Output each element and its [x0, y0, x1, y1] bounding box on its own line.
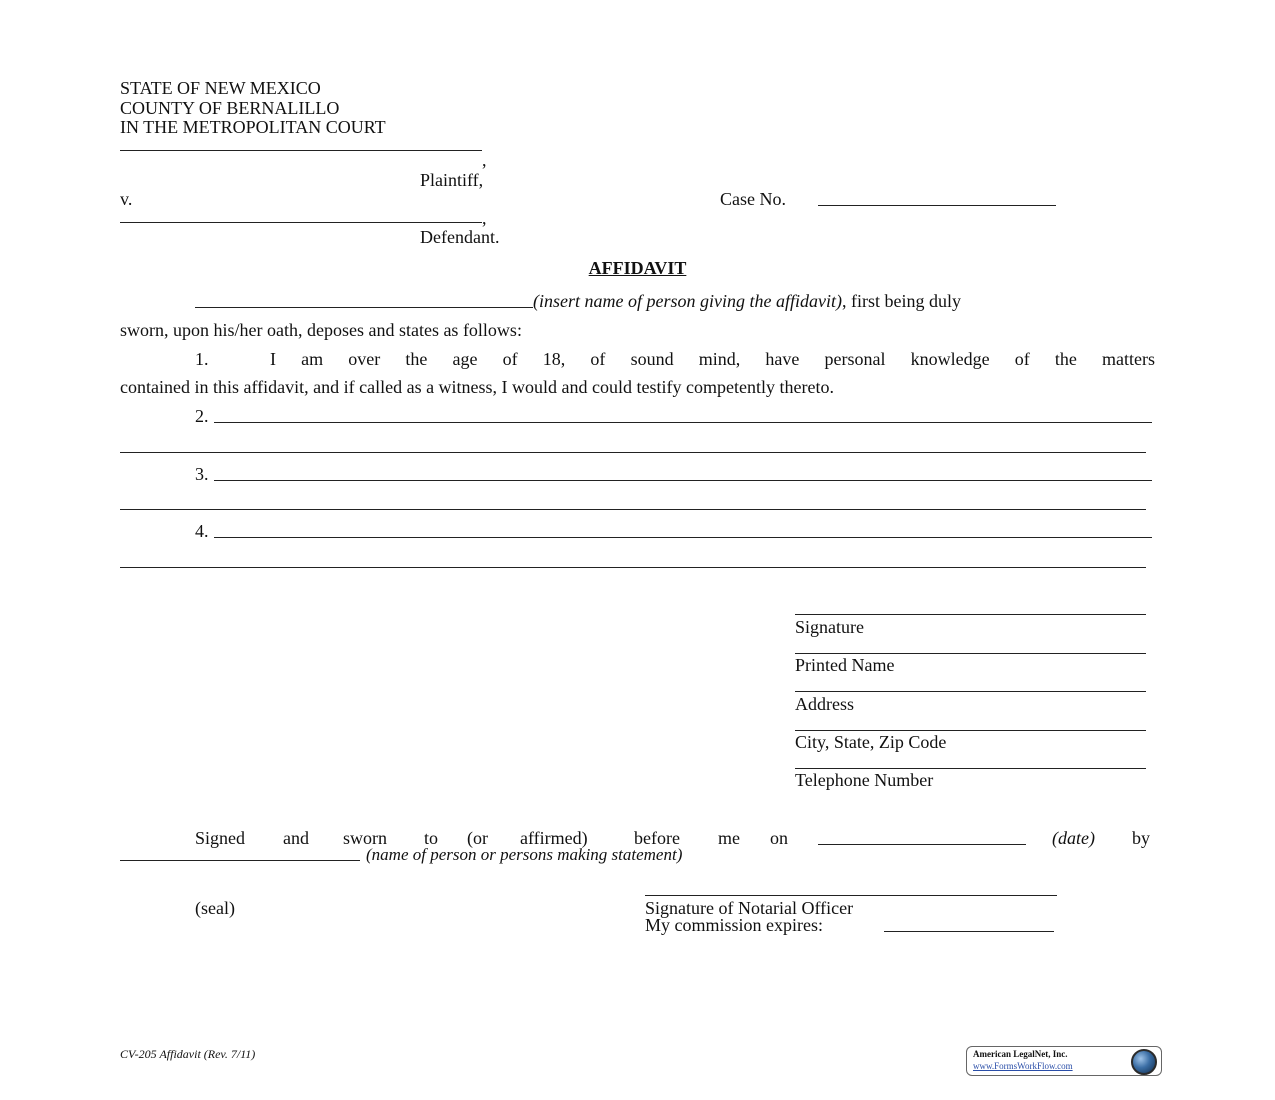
affiant-name-field[interactable]	[195, 292, 533, 308]
state-line: STATE OF NEW MEXICO	[120, 78, 321, 98]
printed-name-label: Printed Name	[795, 655, 895, 675]
intro-sentence	[533, 291, 961, 312]
court-line: IN THE METROPOLITAN COURT	[120, 117, 386, 137]
plaintiff-name-field[interactable]	[120, 150, 482, 151]
document-title: AFFIDAVIT	[588, 258, 687, 278]
form-id: CV-205 Affidavit (Rev. 7/11)	[120, 1047, 256, 1061]
case-number-field[interactable]	[818, 190, 1056, 206]
county-line: COUNTY OF BERNALILLO	[120, 97, 340, 118]
versus-label: v.	[120, 189, 133, 209]
jurat-name-field[interactable]	[120, 845, 360, 861]
jurat-by: by	[1132, 828, 1150, 848]
telephone-label: Telephone Number	[795, 770, 934, 790]
telephone-field[interactable]	[795, 752, 1146, 769]
affiant-instruction: (insert name of person giving the affidavit)	[533, 291, 842, 311]
jurat-name-instruction: (name of person or persons making statement)	[366, 845, 683, 864]
city-state-zip-field[interactable]	[795, 714, 1146, 731]
plaintiff-comma: ,	[482, 150, 487, 170]
paragraph-2-line-1[interactable]	[214, 406, 1152, 423]
signature-field[interactable]	[795, 598, 1146, 615]
plaintiff-label: Plaintiff,	[420, 170, 484, 190]
seal-label: (seal)	[195, 898, 235, 918]
logo-website-link[interactable]: www.FormsWorkFlow.com	[973, 1061, 1073, 1071]
jurat-word: Signed	[195, 828, 246, 848]
jurat-word: and	[283, 828, 309, 848]
jurat-word: before	[634, 828, 680, 848]
american-legalnet-logo	[966, 1046, 1162, 1076]
paragraph-3-line-2[interactable]	[120, 493, 1146, 510]
jurat-date-label: (date)	[1052, 828, 1095, 848]
jurat-word: me	[718, 828, 740, 848]
defendant-name-field[interactable]	[120, 207, 482, 223]
printed-name-field[interactable]	[795, 637, 1146, 654]
paragraph-2-number: 2.	[195, 406, 209, 426]
paragraph-4-number: 4.	[195, 521, 209, 541]
jurat-word: (or	[467, 828, 488, 848]
case-number-label: Case No.	[720, 189, 786, 209]
jurat-word: on	[770, 828, 788, 848]
intro-continuation: , first being duly	[841, 291, 961, 311]
notary-signature-field[interactable]	[645, 880, 1057, 896]
jurat-word: to	[424, 828, 439, 848]
defendant-comma: ,	[482, 208, 487, 228]
defendant-label: Defendant.	[420, 227, 500, 247]
address-field[interactable]	[795, 675, 1146, 692]
paragraph-4-line-2[interactable]	[120, 551, 1146, 568]
logo-company-name: American LegalNet, Inc.	[973, 1049, 1068, 1059]
jurat-date-field[interactable]	[818, 828, 1026, 845]
commission-label: My commission expires:	[645, 915, 823, 935]
globe-icon	[1131, 1049, 1157, 1075]
notary-signature-label: Signature of Notarial Officer	[645, 898, 854, 918]
paragraph-4-line-1[interactable]	[214, 521, 1152, 538]
signature-label: Signature	[795, 617, 864, 637]
paragraph-1-number: 1.	[195, 349, 209, 369]
paragraph-3-number: 3.	[195, 464, 209, 484]
paragraph-1-line-1: I am over the age of 18, of sound mind, have personal knowledge of the matters	[270, 349, 1155, 369]
commission-expiry-field[interactable]	[884, 916, 1054, 932]
paragraph-1-line-2: contained in this affidavit, and if called as a witness, I would and could testify competently thereto.	[120, 377, 834, 397]
paragraph-3-line-1[interactable]	[214, 464, 1152, 481]
city-state-zip-label: City, State, Zip Code	[795, 732, 947, 752]
jurat-word: sworn	[343, 828, 387, 848]
jurat-word: affirmed)	[520, 828, 588, 848]
paragraph-2-line-2[interactable]	[120, 436, 1146, 453]
address-label: Address	[795, 694, 854, 714]
court-header	[120, 79, 386, 138]
intro-line-2: sworn, upon his/her oath, deposes and states as follows:	[120, 320, 522, 340]
